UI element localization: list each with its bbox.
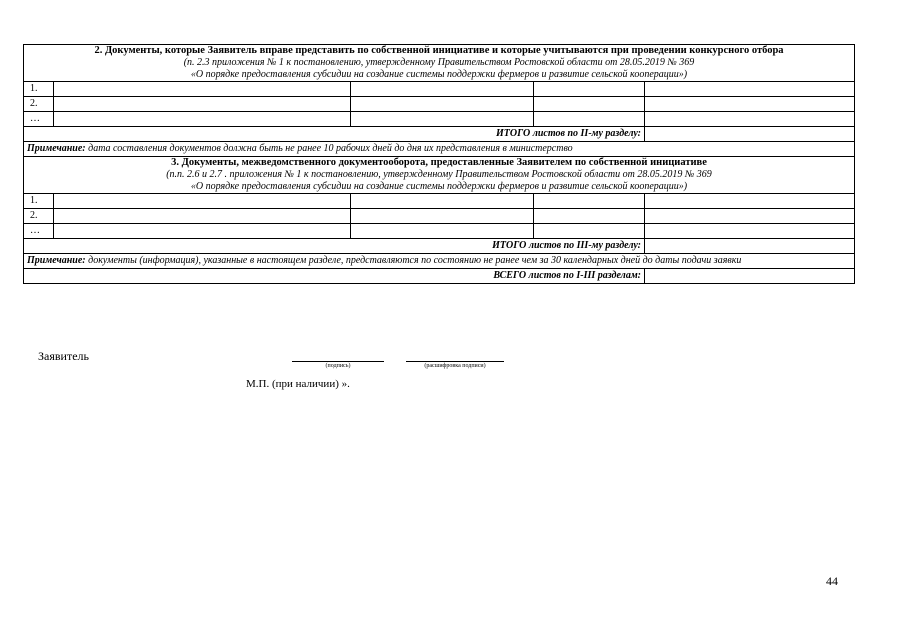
- row-number: 2.: [24, 97, 54, 112]
- row-number: …: [24, 112, 54, 127]
- signature-caption: (подпись): [325, 363, 351, 369]
- section-2-reference-title: «О порядке предоставления субсидии на создание системы поддержки фермеров и развитие сельской кооперации»): [190, 69, 688, 80]
- row-number: 1.: [24, 194, 54, 209]
- section-3-header: [24, 157, 855, 194]
- table-cell[interactable]: [645, 97, 855, 112]
- section-3-total-label: ИТОГО листов по III-му разделу:: [24, 239, 645, 254]
- table-cell[interactable]: [54, 194, 351, 209]
- table-cell[interactable]: [54, 112, 351, 127]
- section-3-title: 3. Документы, межведомственного документооборота, предоставленные Заявителем по собственной инициативе: [171, 157, 707, 168]
- section-2-note: [24, 142, 855, 157]
- row-number: 1.: [24, 82, 54, 97]
- section-3-reference: (п.п. 2.6 и 2.7 . приложения № 1 к постановлению, утвержденному Правительством Ростовской области от 28.05.2019 № 369: [166, 169, 712, 180]
- signature-decoding-field[interactable]: [406, 349, 504, 369]
- signature-decoding-line: [406, 349, 504, 362]
- table-cell[interactable]: [645, 82, 855, 97]
- signature-decoding-caption: (расшифровка подписи): [424, 363, 486, 369]
- table-cell[interactable]: [645, 112, 855, 127]
- table-cell[interactable]: [54, 224, 351, 239]
- row-number: …: [24, 224, 54, 239]
- table-cell[interactable]: [351, 97, 534, 112]
- table-row: [24, 194, 855, 209]
- table-cell[interactable]: [54, 97, 351, 112]
- section-3-total-value[interactable]: [645, 239, 855, 254]
- table-cell[interactable]: [351, 209, 534, 224]
- applicant-label: Заявитель: [38, 349, 89, 363]
- table-row: [24, 224, 855, 239]
- section-2-reference: (п. 2.3 приложения № 1 к постановлению, утвержденному Правительством Ростовской области от 28.05.2019 № 369: [183, 57, 695, 68]
- table-cell[interactable]: [534, 194, 645, 209]
- note-label: Примечание:: [27, 255, 86, 266]
- table-cell[interactable]: [351, 112, 534, 127]
- table-cell[interactable]: [645, 224, 855, 239]
- table-cell[interactable]: [534, 82, 645, 97]
- table-row: [24, 97, 855, 112]
- note-text: документы (информация), указанные в настоящем разделе, представляются по состоянию не ранее чем за 30 календарных дней до даты подачи заявки: [85, 255, 742, 266]
- table-row: [24, 209, 855, 224]
- note-text: дата составления документов должна быть не ранее 10 рабочих дней до дня их представления в министерство: [85, 143, 573, 154]
- documents-table: [23, 44, 855, 284]
- table-cell[interactable]: [351, 82, 534, 97]
- section-3-note: [24, 254, 855, 269]
- signature-field[interactable]: [292, 349, 384, 369]
- table-cell[interactable]: [351, 224, 534, 239]
- table-cell[interactable]: [351, 194, 534, 209]
- table-cell[interactable]: [534, 97, 645, 112]
- grand-total-value[interactable]: [645, 269, 855, 284]
- stamp-note: М.П. (при наличии) ».: [246, 378, 350, 390]
- row-number: 2.: [24, 209, 54, 224]
- note-label: Примечание:: [27, 143, 86, 154]
- table-cell[interactable]: [54, 82, 351, 97]
- table-cell[interactable]: [54, 209, 351, 224]
- section-2-title: 2. Документы, которые Заявитель вправе представить по собственной инициативе и которые учитываются при проведении конкурсного отбора: [94, 45, 784, 56]
- table-cell[interactable]: [534, 112, 645, 127]
- table-cell[interactable]: [645, 194, 855, 209]
- section-2-total-value[interactable]: [645, 127, 855, 142]
- table-row: [24, 82, 855, 97]
- table-cell[interactable]: [645, 209, 855, 224]
- signature-line: [292, 349, 384, 362]
- section-2-total-label: ИТОГО листов по II-му разделу:: [24, 127, 645, 142]
- section-2-header: [24, 45, 855, 82]
- table-cell[interactable]: [534, 209, 645, 224]
- table-cell[interactable]: [534, 224, 645, 239]
- grand-total-label: ВСЕГО листов по I-III разделам:: [24, 269, 645, 284]
- table-row: [24, 112, 855, 127]
- page-number: 44: [826, 574, 838, 588]
- section-3-reference-title: «О порядке предоставления субсидии на создание системы поддержки фермеров и развитие сельской кооперации»): [190, 181, 688, 192]
